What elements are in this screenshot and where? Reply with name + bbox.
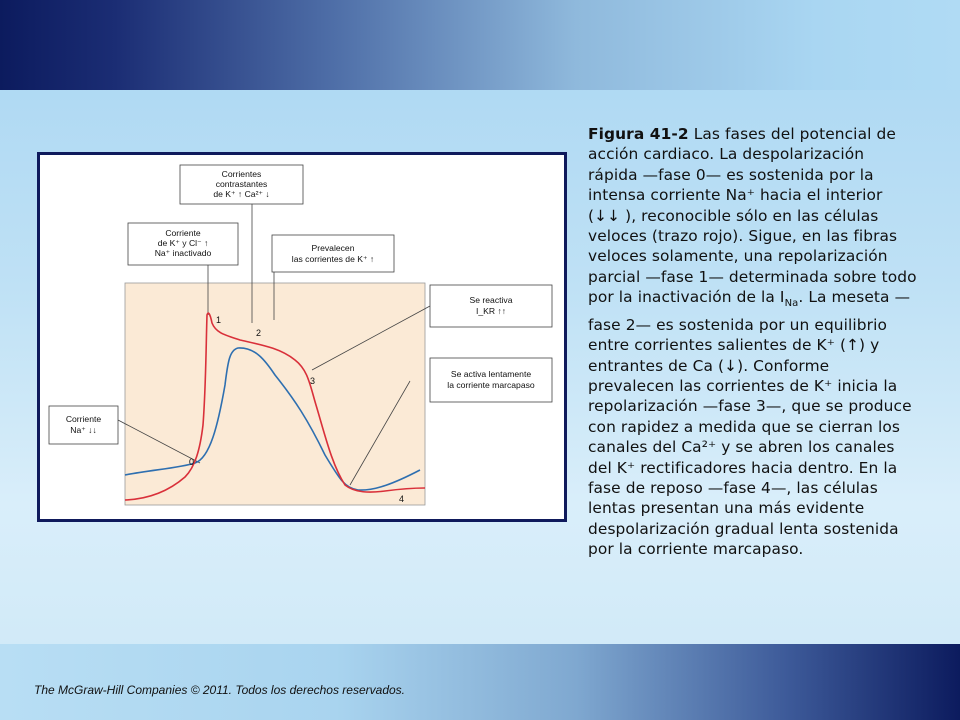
caption-body-continued: . La meseta —fase 2— es sostenida por un equilibrio entre corrientes salientes de K⁺ (↑) y entrantes de Ca (↓). Conforme prevalecen las corrientes de K⁺ inicia la repolarización —fase 3—, que se produce con rapidez a medida que se cierran los canales del Ca²⁺ y se abren los canales del K⁺ rectificadores hacia dentro. En la fase de reposo —fase 4—, las células lentas presentan una más evidente despolarización gradual lenta sostenida por la corriente marcapaso. [588,288,912,559]
phase-label-4: 4 [399,494,405,504]
caption-subscript: Na [784,298,799,310]
figure-caption [588,124,918,560]
phase-label-1: 1 [216,315,222,325]
plot-area [125,283,425,505]
copyright-footer: The McGraw-Hill Companies © 2011. Todos los derechos reservados. [34,683,406,697]
action-potential-diagram [40,155,564,519]
box-corriente-na-line-2: Na⁺ ↓↓ [70,425,97,435]
box-se-activa-line-2: la corriente marcapaso [447,380,535,390]
box-k-cl-line-3: Na⁺ inactivado [154,248,212,258]
box-prevalecen-line-1: Prevalecen [311,243,355,253]
top-decorative-band [0,0,960,90]
box-prevalecen-line-2: las corrientes de K⁺ ↑ [291,254,375,264]
box-k-cl-line-1: Corriente [165,228,201,238]
phase-label-2: 2 [256,328,262,338]
box-se-reactiva-line-2: I_KR ↑↑ [475,306,507,316]
action-potential-figure [37,152,567,522]
bottom-decorative-band [0,644,960,720]
phase-label-3: 3 [310,376,316,386]
box-se-activa-line-1: Se activa lentamente [450,369,532,379]
box-contrastantes-line-3: de K⁺ ↑ Ca²⁺ ↓ [213,189,270,199]
caption-body: Las fases del potencial de acción cardiaco. La despolarización rápida —fase 0— es sostenida por la intensa corriente Na⁺ hacia el interior (↓↓ ), reconocible sólo en las células veloces (trazo rojo). Sigue, en las fibras veloces solamente, una repolarización parcial —fase 1— determinada sobre todo por la inactivación de la I [588,125,917,307]
phase-label-0: 0 [189,457,195,467]
box-se-reactiva-line-1: Se reactiva [469,295,513,305]
box-contrastantes-line-1: Corrientes [221,169,262,179]
box-corriente-na-line-1: Corriente [65,414,102,424]
caption-lead: Figura 41-2 [588,125,689,143]
box-k-cl-line-2: de K⁺ y Cl⁻ ↑ [157,238,209,248]
box-contrastantes-line-2: contrastantes [215,179,268,189]
